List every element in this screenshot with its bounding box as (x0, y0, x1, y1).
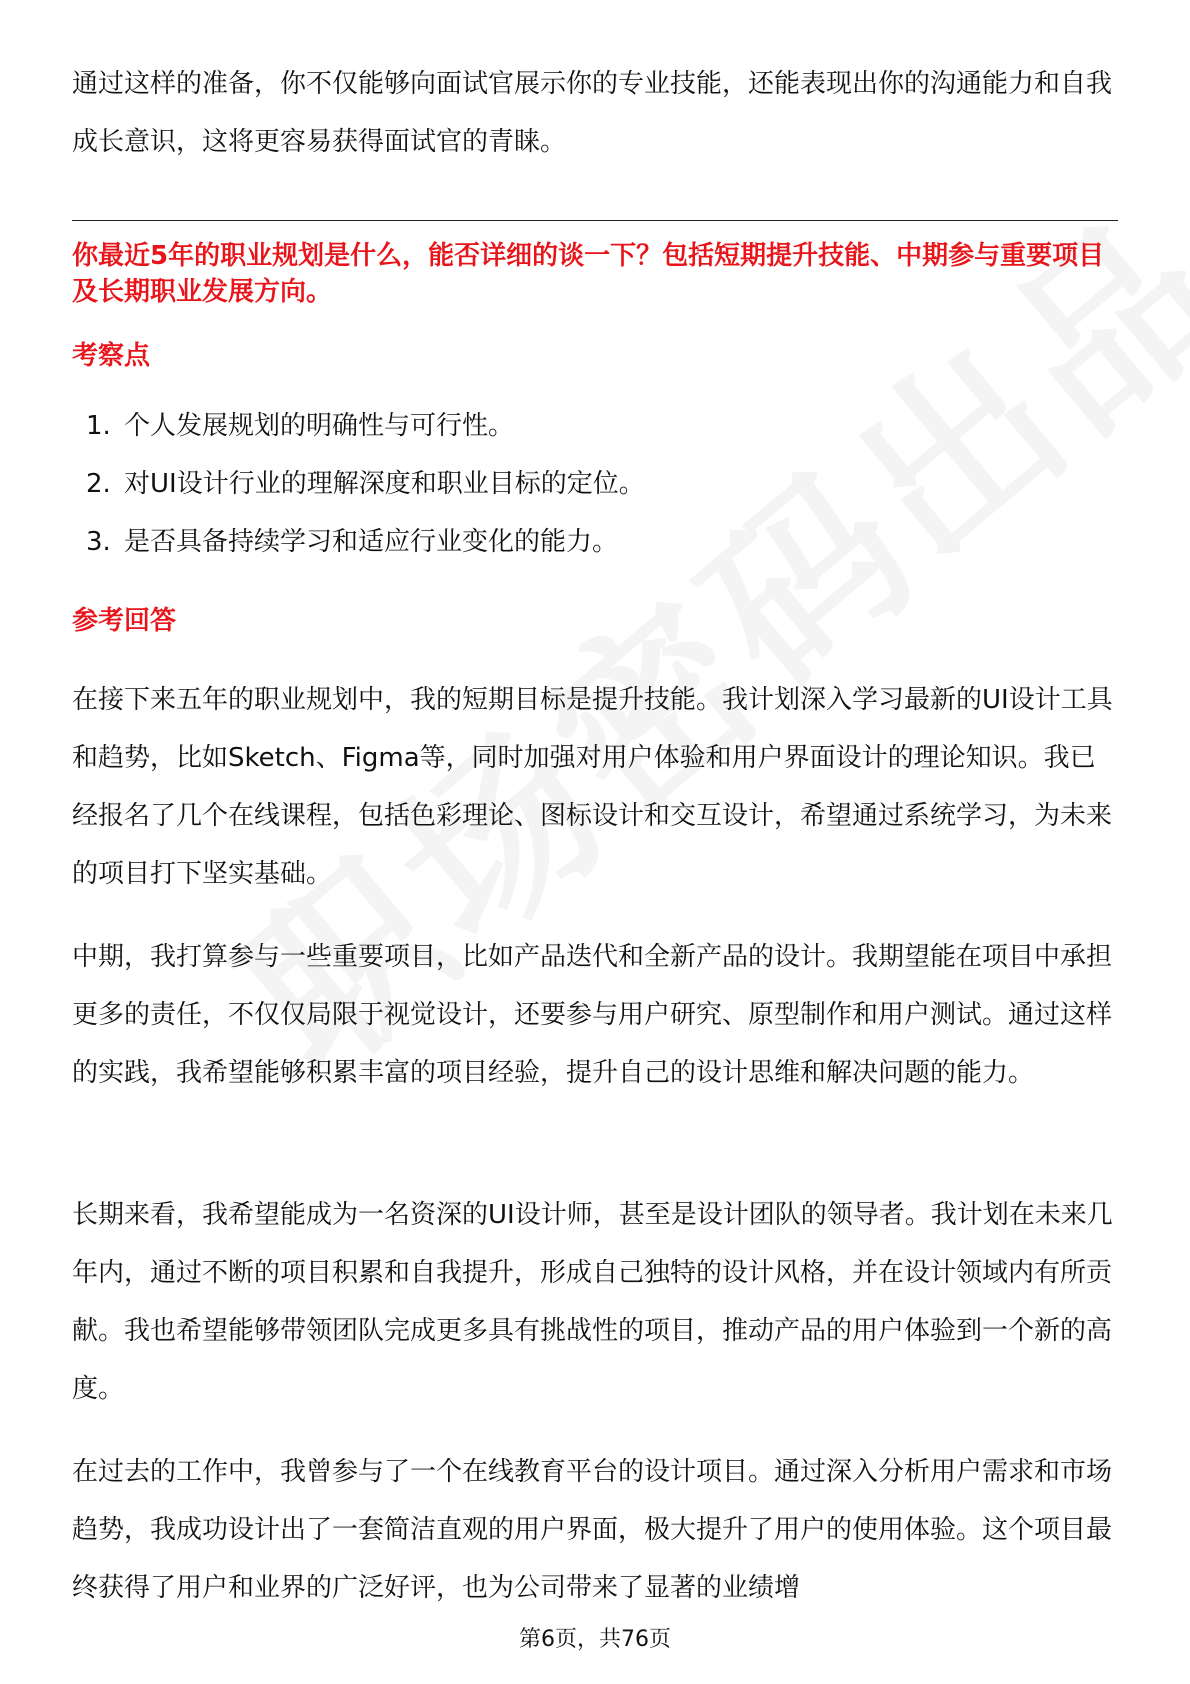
list-item (72, 404, 1118, 462)
page-footer: 第6页，共76页 (519, 1627, 671, 1652)
answer-paragraph-past-experience: 在过去的工作中，我曾参与了一个在线教育平台的设计项目。通过深入分析用户需求和市场趋势，我成功设计出了一套简洁直观的用户界面，极大提升了用户的使用体验。这个项目最终获得了用户和业界的广泛好评，也为公司带来了显著的业绩增 (72, 1457, 1113, 1603)
assessment-points-list (72, 404, 1118, 578)
answer-paragraph-long-term: 长期来看，我希望能成为一名资深的UI设计师，甚至是设计团队的领导者。我计划在未来几年内，通过不断的项目积累和自我提升，形成自己独特的设计风格，并在设计领域内有所贡献。我也希望能够带领团队完成更多具有挑战性的项目，推动产品的用户体验到一个新的高度。 (72, 1200, 1113, 1404)
list-item-number: 2. (86, 469, 111, 499)
list-item-number: 3. (86, 527, 111, 557)
assessment-points-heading: 考察点 (72, 341, 151, 371)
list-item-text: 是否具备持续学习和适应行业变化的能力。 (124, 527, 619, 557)
intro-paragraph: 通过这样的准备，你不仅能够向面试官展示你的专业技能，还能表现出你的沟通能力和自我成长意识，这将更容易获得面试官的青睐。 (72, 69, 1113, 157)
list-item (72, 462, 1118, 520)
list-item-text: 对UI设计行业的理解深度和职业目标的定位。 (124, 469, 645, 499)
list-item-text: 个人发展规划的明确性与可行性。 (124, 411, 515, 441)
reference-answer-heading: 参考回答 (72, 606, 177, 636)
list-item-number: 1. (86, 411, 111, 441)
list-item (72, 520, 1118, 578)
answer-paragraph-mid-term: 中期，我打算参与一些重要项目，比如产品迭代和全新产品的设计。我期望能在项目中承担更多的责任，不仅仅局限于视觉设计，还要参与用户研究、原型制作和用户测试。通过这样的实践，我希望能够积累丰富的项目经验，提升自己的设计思维和解决问题的能力。 (72, 942, 1113, 1088)
interview-question: 你最近5年的职业规划是什么，能否详细的谈一下？包括短期提升技能、中期参与重要项目及长期职业发展方向。 (72, 241, 1105, 307)
section-divider (72, 220, 1118, 221)
answer-paragraph-short-term: 在接下来五年的职业规划中，我的短期目标是提升技能。我计划深入学习最新的UI设计工具和趋势，比如Sketch、Figma等，同时加强对用户体验和用户界面设计的理论知识。我已经报名了几个在线课程，包括色彩理论、图标设计和交互设计，希望通过系统学习，为未来的项目打下坚实基础。 (72, 685, 1113, 889)
